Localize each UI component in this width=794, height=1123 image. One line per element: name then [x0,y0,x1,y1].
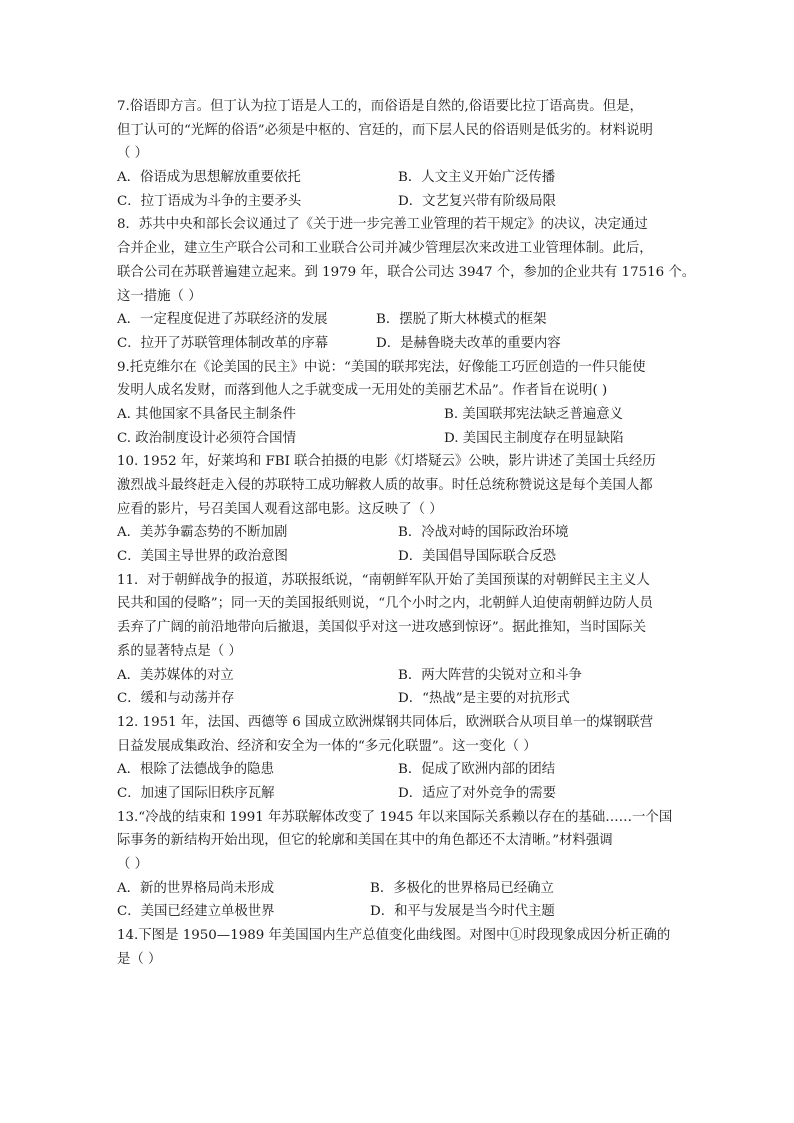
option-row [117,403,682,427]
option-c[interactable]: C．加速了国际旧秩序瓦解 [117,785,275,801]
option-row [117,166,682,190]
question-14 [117,924,682,971]
question-text: 合并企业，建立生产联合公司和工业联合公司并减少管理层次来改进工业管理体制。此后， [117,241,653,257]
option-c[interactable]: C．美国已经建立单极世界 [117,904,275,920]
option-b[interactable]: B. 美国联邦宪法缺乏普遍意义 [444,406,624,422]
option-c[interactable]: C．拉丁语成为斗争的主要矛头 [117,193,302,209]
question-text: 9.托克维尔在《论美国的民主》中说：“美国的联邦宪法，好像能工巧匠创造的一件只能使 [117,359,646,375]
question-text: 是（ ） [117,951,162,967]
option-row [117,332,682,356]
question-text: 日益发展成集政治、经济和安全为一体的“多元化联盟”。这一变化（ ） [117,738,537,754]
question-text: 11．对于朝鲜战争的报道，苏联报纸说，“南朝鲜军队开始了美国预谋的对朝鲜民主主义人 [117,572,650,588]
option-row [117,427,682,451]
option-d[interactable]: D．“热战”是主要的对抗形式 [398,691,570,707]
option-d[interactable]: D．和平与发展是当今时代主题 [370,904,555,920]
exam-page [117,95,696,971]
option-d[interactable]: D. 美国民主制度存在明显缺陷 [444,430,624,446]
question-7 [117,95,682,213]
question-text: 发明人成名发财，而落到他人之手就变成一无用处的美丽艺术品”。作者旨在说明( ) [117,383,608,399]
option-row [117,521,682,545]
question-text: 际事务的新结构开始出现，但它的轮廓和美国在其中的角色都还不太清晰。”材料强调 [117,833,613,849]
option-b[interactable]: B．冷战对峙的国际政治环境 [398,525,569,541]
question-text: 应看的影片，号召美国人观看这部电影。这反映了（ ） [117,501,443,517]
option-c[interactable]: C．美国主导世界的政治意图 [117,549,288,565]
option-row [117,664,682,688]
question-text: 激烈战斗最终赶走入侵的苏联特工成功解救人质的故事。时任总统称赞说这是每个美国人都 [117,478,653,493]
option-b[interactable]: B．两大阵营的尖锐对立和斗争 [398,667,582,683]
option-a[interactable]: A．根除了法德战争的隐患 [117,762,274,778]
option-d[interactable]: D．美国倡导国际联合反恐 [398,549,557,565]
question-text: （ ） [117,146,149,162]
option-b[interactable]: B．促成了欧洲内部的团结 [398,762,556,778]
option-a[interactable]: A. 其他国家不具备民主制条件 [117,406,296,422]
question-12 [117,711,682,806]
option-row [117,877,682,901]
option-d[interactable]: D．是赫鲁晓夫改革的重要内容 [376,335,561,351]
option-c[interactable]: C．拉开了苏联管理体制改革的序幕 [117,335,329,351]
option-a[interactable]: A．美苏媒体的对立 [117,667,234,683]
question-text: 7.俗语即方言。但丁认为拉丁语是人工的，而俗语是自然的,俗语要比拉丁语高贵。但是， [117,99,643,114]
question-text: 13.“冷战的结束和 1991 年苏联解体改变了 1945 年以来国际关系赖以存在的基础……一个国 [117,809,673,825]
option-c[interactable]: C．缓和与动荡并存 [117,691,235,707]
question-text: 12. 1951 年，法国、西德等 6 国成立欧洲煤钢共同体后，欧洲联合从项目单一的煤钢联营 [117,714,654,730]
option-row [117,190,682,214]
question-text: 10. 1952 年，好莱坞和 FBI 联合拍摄的电影《灯塔疑云》公映，影片讲述了美国士兵经历 [117,454,656,470]
option-a[interactable]: A．新的世界格局尚未形成 [117,880,274,896]
question-9 [117,356,682,451]
question-text: 这一措施（ ） [117,288,202,304]
option-a[interactable]: A．美苏争霸态势的不断加剧 [117,525,288,541]
option-row [117,900,682,924]
question-text: 系的显著特点是（ ） [117,643,242,659]
question-text: （ ） [117,857,149,872]
option-row [117,758,682,782]
option-a[interactable]: A．一定程度促进了苏联经济的发展 [117,312,328,328]
option-b[interactable]: B．人文主义开始广泛传播 [398,170,556,186]
option-row [117,687,682,711]
option-d[interactable]: D．文艺复兴带有阶级局限 [398,193,557,209]
question-13 [117,806,682,924]
option-a[interactable]: A．俗语成为思想解放重要依托 [117,170,301,186]
question-text: 14.下图是 1950—1989 年美国国内生产总值变化曲线图。对图中①时段现象成因分析正确的 [117,928,671,944]
question-text: 8．苏共中央和部长会议通过了《关于进一步完善工业管理的若干规定》的决议，决定通过 [117,217,648,233]
question-10 [117,450,682,568]
option-b[interactable]: B．多极化的世界格局已经确立 [370,880,554,896]
question-8 [117,213,696,355]
question-text: 民共和国的侵略”；同一天的美国报纸则说，“几个小时之内，北朝鲜人迫使南朝鲜边防人员 [117,596,653,612]
option-d[interactable]: D．适应了对外竞争的需要 [398,785,557,801]
option-c[interactable]: C. 政治制度设计必须符合国情 [117,430,296,446]
option-row [117,545,682,569]
option-row [117,308,682,332]
option-row [117,782,682,806]
question-text: 丢弃了广阔的前沿地带向后撤退，美国似乎对这一进攻感到惊讶”。据此推知，当时国际关 [117,620,647,636]
option-b[interactable]: B．摆脱了斯大林模式的框架 [376,312,547,328]
question-11 [117,569,682,711]
question-text: 联合公司在苏联普遍建立起来。到 1979 年，联合公司达 3947 个，参加的企业共有 17516 个。 [117,264,696,280]
question-text: 但丁认可的“光辉的俗语”必须是中枢的、宫廷的，而下层人民的俗语则是低劣的。材料说明 [117,122,653,138]
